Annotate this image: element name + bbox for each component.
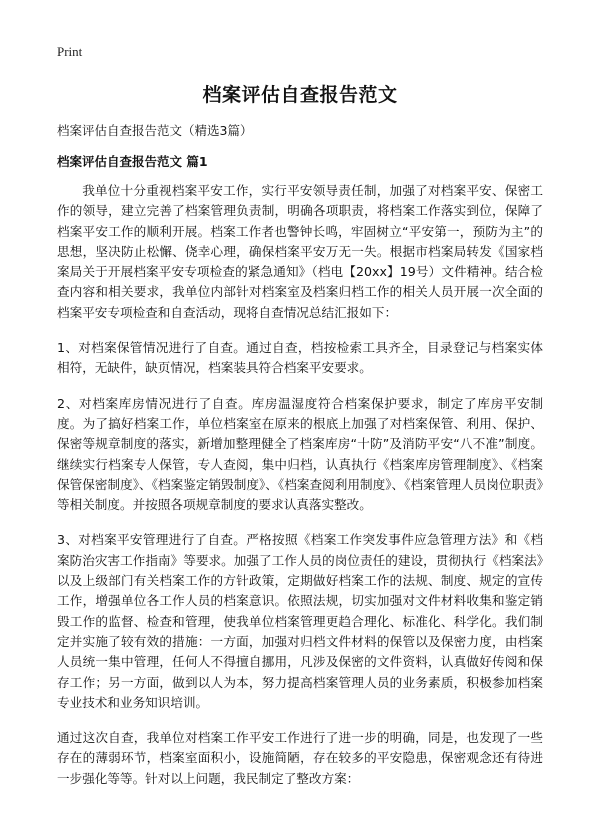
- paragraph-conclusion: 通过这次自查，我单位对档案工作平安工作进行了进一步的明确，同是，也发现了一些存在的薄弱环节，档案室面积小，设施简陋，存在较多的平安隐患，保密观念还有待进一步强化等等。针对以上问题，我民制定了整改方案：: [57, 730, 543, 786]
- paragraph-item-3: 3、对档案平安管理进行了自查。严格按照《档案工作突发事件应急管理方法》和《档案防治灾害工作指南》等要求。加强了工作人员的岗位责任的建设，贯彻执行《档案法》以及上级部门有关档案工作的方针政策，定期做好档案工作的法规、制度、规定的宣传工作，增强单位各工作人员的档案意识。依照法规，切实加强对文件材料收集和鉴定销毁工作的监督、检查和管理，使我单位档案管理更趋合理化、标准化、科学化。我们制定并实施了较有效的措施：一方面，加强对归档文件材料的保管以及保密力度，由档案人员统一集中管理，任何人不得擅自挪用，凡涉及保密的文件资料，认真做好传阅和保存工作；另一方面，做到以人为本，努力提高档案管理人员的业务素质，积极参加档案专业技术和业务知识培训。: [57, 532, 543, 710]
- paragraph-item-1: 1、对档案保管情况进行了自查。通过自查，档按检索工具齐全，目录登记与档案实体相符，无缺件，缺页情况，档案装具符合档案平安要求。: [57, 340, 543, 376]
- document-title: 档案评估自查报告范文: [202, 84, 398, 106]
- paragraph-intro: 我单位十分重视档案平安工作，实行平安领导责任制，加强了对档案平安、保密工作的领导，建立完善了档案管理负责制，明确各项职责，将档案工作落实到位，保障了档案平安工作的顺利开展。档案工作者也警钟长鸣，牢固树立“平安第一，预防为主”的思想，坚决防止松懈、侥幸心理，确保档案平安万无一失。根据市档案局转发《国家档案局关于开展档案平安专项检查的紧急通知》（档电【20xx】19号）文件精神。结合检查内容和相关要求，我单位内部针对档案室及档案归档工作的相关人员开展一次全面的档案平安专项检查和自查活动，现将自查情况总结汇报如下：: [57, 183, 543, 320]
- section-heading: 档案评估自查报告范文 篇1: [57, 154, 208, 169]
- print-label: Print: [57, 44, 83, 59]
- paragraph-item-2: 2、对档案库房情况进行了自查。库房温湿度符合档案保护要求，制定了库房平安制度。为了搞好档案工作，单位档案室在原来的根底上加强了对档案保管、利用、保护、保密等规章制度的落实，新增加整理健全了档案库房“十防”及消防平安“八不准”制度。继续实行档案专人保管，专人查阅，集中归档，认真执行《档案库房管理制度》、《档案保管保密制度》、《档案鉴定销毁制度》、《档案查阅利用制度》、《档案管理人员岗位职责》等相关制度。并按照各项规章制度的要求认真落实整改。: [57, 395, 543, 513]
- document-body: [57, 181, 543, 804]
- document-subtitle: 档案评估自查报告范文（精选3篇）: [57, 123, 253, 138]
